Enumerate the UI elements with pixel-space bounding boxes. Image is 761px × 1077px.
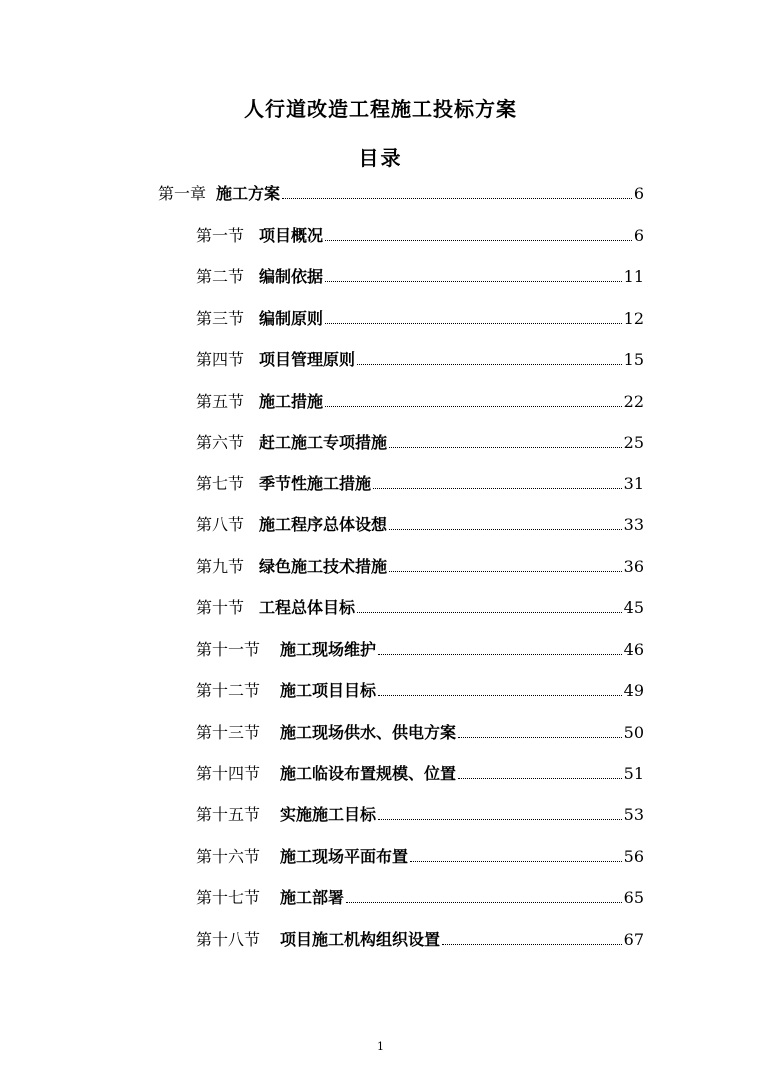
dot-leader: [410, 861, 622, 862]
toc-entry-label: 第十六节: [196, 847, 261, 866]
toc-entry-label: 第七节: [196, 474, 245, 493]
toc-section-entry[interactable]: [196, 926, 644, 950]
toc-entry-label: 第二节: [196, 267, 245, 286]
toc-section-entry[interactable]: [196, 760, 644, 784]
toc-entry-page: 67: [623, 930, 644, 949]
toc-entry-title: 施工临设布置规模、位置: [280, 764, 457, 783]
toc-entry-label: 第五节: [196, 392, 245, 411]
toc-entry-page: 15: [623, 350, 644, 369]
toc-section-entry[interactable]: [196, 801, 644, 825]
toc-entry-label: 第十一节: [196, 640, 261, 659]
toc-section-entry[interactable]: [196, 594, 644, 618]
toc-entry-label: 第十四节: [196, 764, 261, 783]
toc-entry-page: 11: [623, 267, 644, 286]
toc-entry-page: 46: [623, 640, 644, 659]
toc-entry-title: 工程总体目标: [259, 598, 356, 617]
toc-entry-label: 第十五节: [196, 805, 261, 824]
toc-entry-page: 36: [623, 557, 644, 576]
toc-entry-page: 22: [623, 392, 644, 411]
toc-entry-title: 赶工施工专项措施: [259, 433, 388, 452]
toc-section-entry[interactable]: [196, 719, 644, 743]
toc-heading: 目录: [358, 146, 403, 170]
toc-section-entry[interactable]: [196, 636, 644, 660]
toc-section-entry[interactable]: [196, 884, 644, 908]
toc-entry-title: 绿色施工技术措施: [259, 557, 388, 576]
toc-entry-page: 25: [623, 433, 644, 452]
toc-entry-label: 第十七节: [196, 888, 261, 907]
dot-leader: [389, 529, 622, 530]
toc-section-entry[interactable]: [196, 263, 644, 287]
toc-section-entry[interactable]: [196, 388, 644, 412]
dot-leader: [378, 654, 622, 655]
toc-entry-title: 编制原则: [259, 309, 324, 328]
toc-section-entry[interactable]: [196, 429, 644, 453]
page-number: 1: [377, 1040, 384, 1053]
toc-section-entry[interactable]: [196, 677, 644, 701]
toc-entry-label: 第三节: [196, 309, 245, 328]
toc-entry-title: 项目概况: [259, 226, 324, 245]
dot-leader: [442, 944, 622, 945]
dot-leader: [458, 737, 622, 738]
toc-entry-title: 编制依据: [259, 267, 324, 286]
toc-entry-label: 第四节: [196, 350, 245, 369]
dot-leader: [325, 240, 632, 241]
dot-leader: [378, 819, 622, 820]
toc-section-entry[interactable]: [196, 843, 644, 867]
toc-entry-page: 53: [623, 805, 644, 824]
toc-entry-page: 6: [633, 226, 644, 245]
toc-entry-page: 6: [633, 184, 644, 203]
toc-entry-title: 项目施工机构组织设置: [280, 930, 441, 949]
dot-leader: [357, 364, 622, 365]
dot-leader: [325, 281, 622, 282]
toc-entry-title: 施工项目目标: [280, 681, 377, 700]
document-title: 人行道改造工程施工投标方案: [244, 97, 517, 121]
toc-entry-label: 第一章: [158, 184, 207, 203]
toc-entry-page: 50: [623, 723, 644, 742]
dot-leader: [389, 571, 622, 572]
toc-entry-title: 施工现场供水、供电方案: [280, 723, 457, 742]
toc-entry-page: 45: [623, 598, 644, 617]
toc-entry-label: 第一节: [196, 226, 245, 245]
dot-leader: [378, 695, 622, 696]
toc-entry-title: 实施施工目标: [280, 805, 377, 824]
dot-leader: [357, 612, 622, 613]
dot-leader: [325, 406, 622, 407]
toc-entry-label: 第十二节: [196, 681, 261, 700]
toc-section-entry[interactable]: [196, 222, 644, 246]
toc-entry-page: 12: [623, 309, 644, 328]
toc-section-entry[interactable]: [196, 511, 644, 535]
toc-chapter-entry[interactable]: [158, 180, 644, 204]
toc-entry-label: 第六节: [196, 433, 245, 452]
toc-entry-label: 第八节: [196, 515, 245, 534]
toc-entry-title: 季节性施工措施: [259, 474, 372, 493]
dot-leader: [346, 902, 622, 903]
toc-entry-page: 49: [623, 681, 644, 700]
toc-entry-page: 51: [623, 764, 644, 783]
toc-section-entry[interactable]: [196, 553, 644, 577]
toc-entry-title: 施工措施: [259, 392, 324, 411]
toc-entry-title: 施工部署: [280, 888, 345, 907]
toc-entry-page: 56: [623, 847, 644, 866]
toc-entry-label: 第九节: [196, 557, 245, 576]
toc-entry-title: 施工程序总体设想: [259, 515, 388, 534]
toc-section-entry[interactable]: [196, 305, 644, 329]
toc-entry-title: 施工方案: [216, 184, 281, 203]
dot-leader: [282, 198, 632, 199]
toc-section-entry[interactable]: [196, 346, 644, 370]
toc-entry-page: 33: [623, 515, 644, 534]
dot-leader: [389, 447, 622, 448]
dot-leader: [458, 778, 622, 779]
toc-entry-title: 施工现场平面布置: [280, 847, 409, 866]
toc-entry-title: 施工现场维护: [280, 640, 377, 659]
dot-leader: [373, 488, 622, 489]
toc-entry-label: 第十三节: [196, 723, 261, 742]
toc-entry-title: 项目管理原则: [259, 350, 356, 369]
dot-leader: [325, 323, 622, 324]
toc-entry-page: 65: [623, 888, 644, 907]
toc-entry-label: 第十节: [196, 598, 245, 617]
toc-entry-label: 第十八节: [196, 930, 261, 949]
toc-section-entry[interactable]: [196, 470, 644, 494]
toc-entry-page: 31: [623, 474, 644, 493]
